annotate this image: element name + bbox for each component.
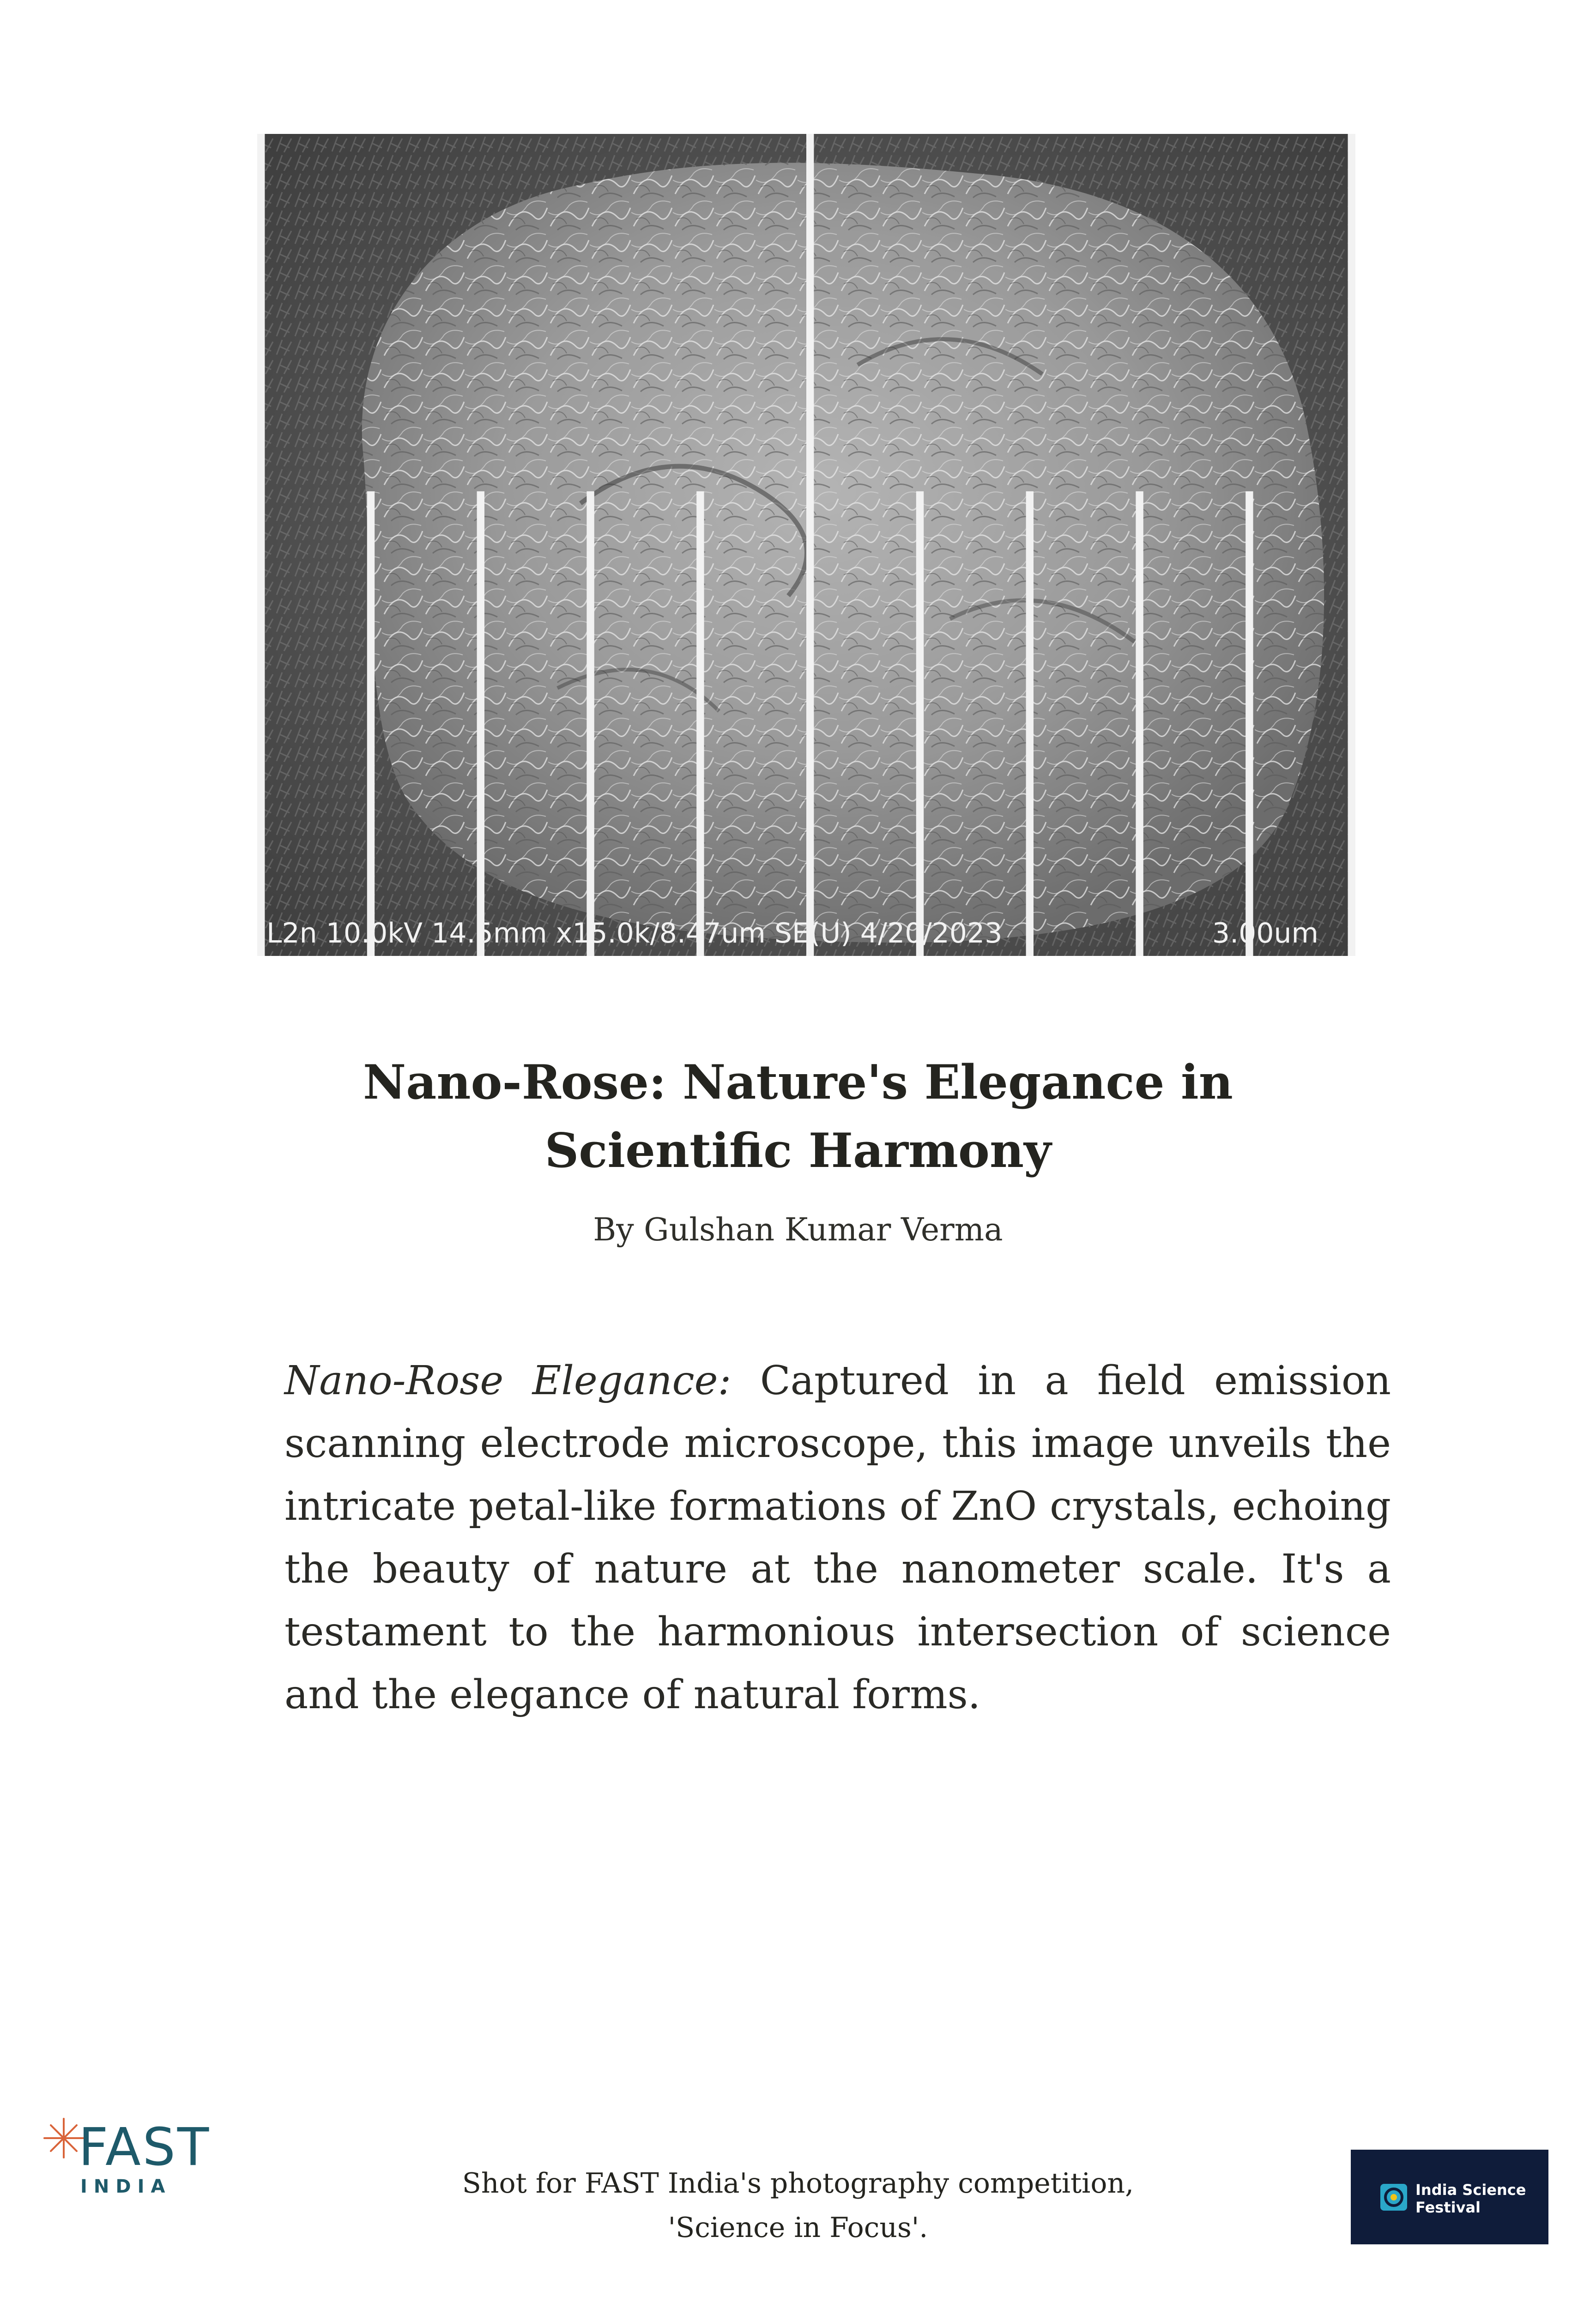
sem-metadata-caption: L2n 10.0kV 14.5mm x15.0k/8.47um SE(U) 4/20/2023 xyxy=(266,917,1003,949)
india-science-festival-logo xyxy=(1351,2150,1548,2244)
competition-note xyxy=(397,2161,1199,2250)
byline: By Gulshan Kumar Verma xyxy=(593,1212,1003,1248)
article-title xyxy=(0,1048,1596,1185)
scale-bar xyxy=(257,134,1355,956)
fast-logo-word: FAST xyxy=(79,2117,211,2177)
sem-micrograph xyxy=(257,134,1355,956)
title-line-1: Nano-Rose: Nature's Elegance in xyxy=(363,1055,1233,1110)
body-text: Captured in a field emission scanning electrode microscope, this image unveils the intricate petal-like formations of ZnO crystals, echoing the beauty of nature at the nanometer scale. It's a testament to the harmonious intersection of science and the elegance of natural forms. xyxy=(284,1358,1391,1718)
fast-logo-sub: INDIA xyxy=(80,2176,172,2197)
isf-line-2: Festival xyxy=(1415,2199,1481,2216)
scale-bar-label: 3.00um xyxy=(1212,917,1318,949)
note-line-1: Shot for FAST India's photography competition, xyxy=(462,2167,1134,2200)
isf-logo-text xyxy=(1415,2181,1526,2216)
isf-emblem-icon xyxy=(1379,2183,1408,2212)
fast-india-logo xyxy=(41,2117,211,2198)
note-line-2: 'Science in Focus'. xyxy=(668,2212,928,2244)
title-line-2: Scientific Harmony xyxy=(544,1123,1052,1179)
isf-line-1: India Science xyxy=(1415,2181,1526,2199)
article-body xyxy=(284,1349,1391,1726)
body-lead: Nano-Rose Elegance: xyxy=(284,1358,732,1404)
